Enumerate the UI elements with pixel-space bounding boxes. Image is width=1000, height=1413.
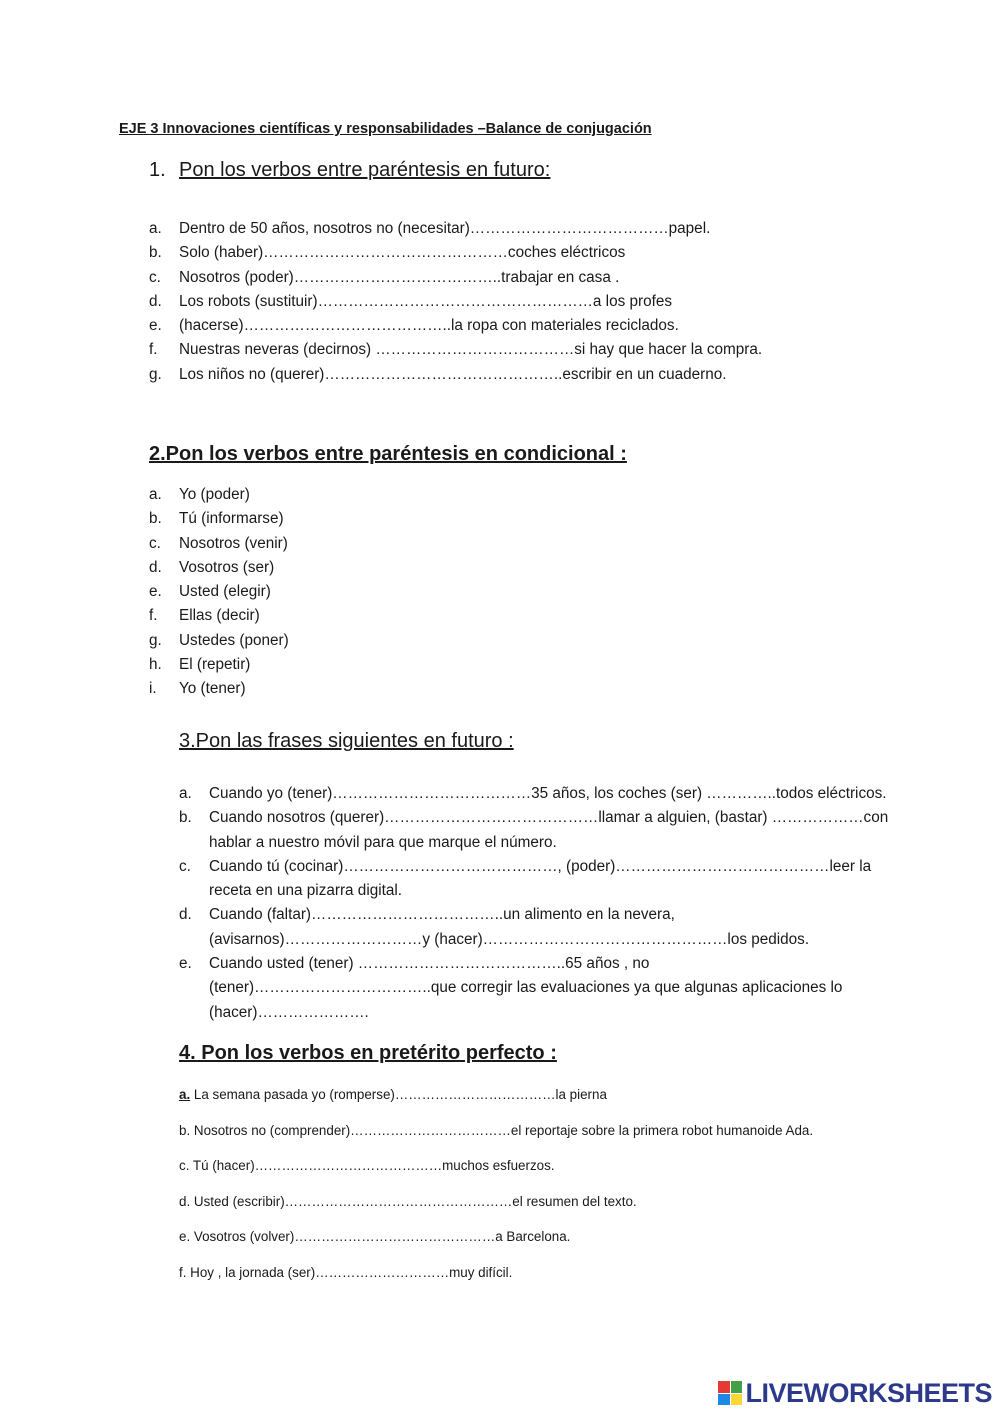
- section-4-heading: 4. Pon los verbos en pretérito perfecto :: [179, 1042, 557, 1064]
- item-text: Nosotros (venir): [179, 534, 288, 552]
- logo-mark-cell: [731, 1381, 743, 1393]
- item-marker: a.: [149, 220, 162, 237]
- item-text: Nosotros (poder)…………………………………..trabajar en casa .: [179, 268, 620, 286]
- list-item: [149, 241, 762, 265]
- list-item: [149, 580, 289, 604]
- list-item: [149, 653, 289, 677]
- list-item: [179, 1184, 813, 1220]
- item-text: Usted (escribir)……………………………………………el resumen del texto.: [190, 1193, 637, 1209]
- item-text: (hacerse)…………………………………..la ropa con materiales reciclados.: [179, 317, 679, 335]
- item-marker: g.: [149, 631, 162, 649]
- item-marker: e.: [149, 583, 162, 601]
- item-marker: g.: [149, 365, 162, 383]
- logo-text: LIVEWORKSHEETS: [745, 1377, 992, 1408]
- item-text: Cuando usted (tener) …………………………………..65 años , no (tener)……………………………..que corregir las evaluaciones ya que algunas aplicaciones lo (hacer)………………….: [209, 955, 843, 1021]
- item-text: Usted (elegir): [179, 583, 271, 601]
- item-text: Cuando yo (tener)…………………………………35 años, los coches (ser) …………..todos eléctricos.: [209, 785, 887, 802]
- item-text: Solo (haber)…………………………………………coches eléctricos: [179, 244, 626, 262]
- item-text: Hoy , la jornada (ser)…………………………muy difícil.: [186, 1264, 513, 1280]
- item-marker: b.: [179, 809, 192, 827]
- item-text: Cuando nosotros (querer)……………………………………llamar a alguien, (bastar) ………………con hablar a nuestro móvil para que marque el número.: [209, 809, 889, 851]
- list-item: [149, 677, 289, 701]
- list-item: [149, 556, 289, 580]
- item-marker: h.: [149, 656, 162, 674]
- item-marker: d.: [149, 292, 162, 310]
- item-marker: f.: [149, 341, 158, 359]
- list-item: [149, 217, 762, 241]
- document-title: EJE 3 Innovaciones científicas y responsabilidades –Balance de conjugación: [119, 121, 652, 137]
- logo-mark-icon: [718, 1381, 742, 1405]
- list-item: [149, 629, 289, 653]
- item-marker: c.: [149, 268, 161, 286]
- item-text: Cuando (faltar)………………………………..un alimento en la nevera, (avisarnos)………………………y (hacer)…………………………………………los pedidos.: [209, 906, 810, 948]
- section-2-heading: 2.Pon los verbos entre paréntesis en condicional :: [149, 443, 627, 465]
- item-text: Los robots (sustituir)………………………………………………a los profes: [179, 292, 672, 310]
- list-item: [149, 290, 762, 314]
- section-4-list: [179, 1077, 813, 1291]
- list-item: [179, 1148, 813, 1184]
- item-text: Ellas (decir): [179, 607, 260, 625]
- list-item: [179, 1219, 813, 1255]
- item-marker: b.: [149, 510, 162, 528]
- section-3-heading: 3.Pon las frases siguientes en futuro :: [179, 730, 514, 752]
- item-marker: a.: [179, 785, 192, 802]
- section-3-list: [179, 782, 889, 1025]
- item-marker: a.: [149, 486, 162, 503]
- item-marker: b.: [179, 1122, 191, 1138]
- liveworksheets-logo[interactable]: [718, 1378, 992, 1408]
- item-marker: f.: [149, 607, 158, 625]
- item-marker: i.: [149, 680, 157, 698]
- item-marker: c.: [179, 1158, 190, 1174]
- item-text: Cuando tú (cocinar)……………………………………, (poder)……………………………………leer la receta en una pizarra digital.: [209, 857, 872, 900]
- item-text: Vosotros (ser): [179, 558, 275, 576]
- section-2-list: [149, 483, 289, 702]
- list-item: [179, 855, 889, 904]
- item-text: El (repetir): [179, 656, 251, 674]
- logo-mark-cell: [731, 1394, 743, 1406]
- list-item: [149, 314, 762, 338]
- list-item: [179, 782, 889, 806]
- section-1-title: Pon los verbos entre paréntesis en futuro:: [179, 159, 551, 181]
- list-item: [149, 507, 289, 531]
- section-1-heading: [149, 159, 550, 182]
- item-text: Dentro de 50 años, nosotros no (necesitar)…………………………………papel.: [179, 220, 711, 237]
- item-marker: e.: [179, 955, 192, 973]
- item-text: Nuestras neveras (decirnos) …………………………………si hay que hacer la compra.: [179, 341, 763, 359]
- item-marker: e.: [149, 317, 162, 335]
- item-text: Los niños no (querer)………………………………………..escribir en un cuaderno.: [179, 365, 727, 383]
- item-marker: c.: [179, 857, 191, 875]
- item-marker: e.: [179, 1229, 191, 1245]
- list-item: [149, 266, 762, 290]
- logo-mark-cell: [718, 1394, 730, 1406]
- list-item: [149, 604, 289, 628]
- list-item: [149, 363, 762, 387]
- item-text: Yo (poder): [179, 486, 250, 503]
- list-item: [149, 532, 289, 556]
- item-marker: d.: [179, 1193, 191, 1209]
- item-text: La semana pasada yo (romperse)………………………………la pierna: [190, 1087, 607, 1102]
- item-marker: c.: [149, 534, 161, 552]
- list-item: [179, 903, 889, 952]
- list-item: [179, 806, 889, 855]
- list-item: [179, 1077, 813, 1113]
- item-text: Yo (tener): [179, 680, 246, 698]
- list-item: [149, 338, 763, 362]
- list-item: [179, 952, 889, 1025]
- list-item: [179, 1113, 813, 1149]
- item-text: Tú (informarse): [179, 510, 284, 528]
- section-1-number: 1.: [149, 159, 166, 181]
- list-item: [149, 483, 289, 507]
- list-item: [179, 1255, 813, 1291]
- item-marker: d.: [179, 906, 192, 924]
- item-marker: a.: [179, 1087, 191, 1102]
- item-text: Nosotros no (comprender)………………………………el reportaje sobre la primera robot humanoide Ada.: [190, 1122, 814, 1138]
- item-marker: d.: [149, 558, 162, 576]
- item-marker: b.: [149, 244, 162, 262]
- item-text: Vosotros (volver)………………………………………a Barcelona.: [190, 1229, 571, 1245]
- item-text: Tú (hacer)……………………………………muchos esfuerzos.: [189, 1158, 555, 1174]
- item-marker: f.: [179, 1264, 187, 1280]
- item-text: Ustedes (poner): [179, 631, 289, 649]
- logo-mark-cell: [718, 1381, 730, 1393]
- section-1-list: [149, 217, 763, 387]
